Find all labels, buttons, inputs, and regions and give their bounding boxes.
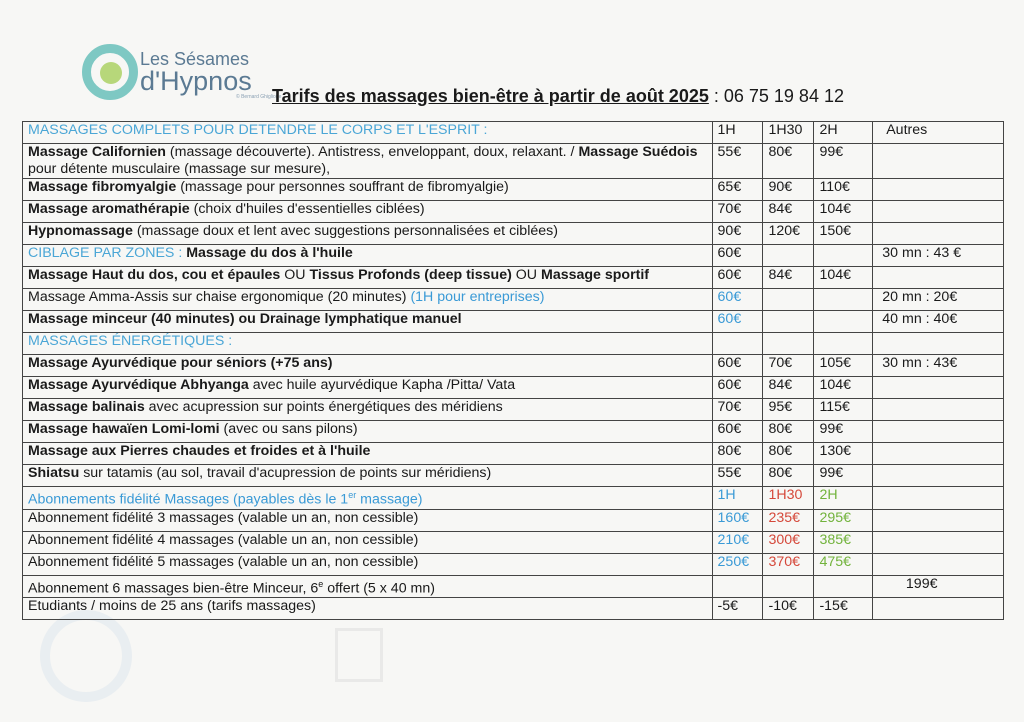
table-row [23, 223, 1004, 245]
price-1h30: 84€ [763, 201, 814, 223]
price-other: 40 mn : 40€ [873, 311, 1004, 333]
price-2h [814, 245, 873, 267]
table-row [23, 144, 1004, 179]
price-1h: 60€ [712, 289, 763, 311]
price-other [873, 223, 1004, 245]
price-1h30: 80€ [763, 465, 814, 487]
price-2h: 115€ [814, 399, 873, 421]
row-desc: Etudiants / moins de 25 ans (tarifs massages) [23, 598, 713, 620]
col-header-1h: 1H [712, 487, 763, 510]
price-other: 30 mn : 43€ [873, 355, 1004, 377]
price-1h: 60€ [712, 267, 763, 289]
price-1h30: 370€ [763, 553, 814, 575]
price-1h: 65€ [712, 179, 763, 201]
col-header-2h: 2H [814, 122, 873, 144]
logo-dot-icon [100, 62, 122, 84]
row-desc: CIBLAGE PAR ZONES : Massage du dos à l'huile [23, 245, 713, 267]
price-table [22, 121, 1004, 620]
page-title [272, 86, 844, 107]
brand-name [140, 50, 281, 100]
ghost-icon [335, 628, 383, 682]
table-row [23, 531, 1004, 553]
price-1h30: 235€ [763, 509, 814, 531]
brand-tagline: © Bernard Ghiglione [236, 94, 282, 100]
price-other [873, 144, 1004, 179]
price-other [873, 399, 1004, 421]
row-desc: Abonnement 6 massages bien-être Minceur, 6e offert (5 x 40 mn) [23, 575, 713, 598]
table-row [23, 311, 1004, 333]
price-1h: 250€ [712, 553, 763, 575]
price-2h: 104€ [814, 201, 873, 223]
table-row [23, 179, 1004, 201]
price-other [873, 553, 1004, 575]
price-1h30: 95€ [763, 399, 814, 421]
price-other: 199€ [873, 575, 1004, 598]
col-header-2h: 2H [814, 487, 873, 510]
price-1h: 60€ [712, 421, 763, 443]
ghost-logo-mark [40, 610, 132, 702]
row-desc: Abonnement fidélité 5 massages (valable un an, non cessible) [23, 553, 713, 575]
price-other [873, 421, 1004, 443]
table-row [23, 598, 1004, 620]
price-other [873, 201, 1004, 223]
row-desc: Massage aux Pierres chaudes et froides et à l'huile [23, 443, 713, 465]
price-2h [814, 575, 873, 598]
table-row [23, 355, 1004, 377]
col-header-autres: Autres [873, 122, 1004, 144]
col-header-1h30: 1H30 [763, 487, 814, 510]
price-1h: 210€ [712, 531, 763, 553]
table-row [23, 421, 1004, 443]
section-header-energetiques: MASSAGES ÉNERGÉTIQUES : [23, 333, 713, 355]
phone-number: : 06 75 19 84 12 [708, 86, 844, 106]
price-other [873, 267, 1004, 289]
row-desc: Massage Ayurvédique pour séniors (+75 ans) [23, 355, 713, 377]
col-header-1h30: 1H30 [763, 122, 814, 144]
price-2h: -15€ [814, 598, 873, 620]
table-row [23, 201, 1004, 223]
price-1h30: 70€ [763, 355, 814, 377]
price-2h: 110€ [814, 179, 873, 201]
price-1h: -5€ [712, 598, 763, 620]
price-1h30: 84€ [763, 377, 814, 399]
price-1h: 90€ [712, 223, 763, 245]
price-other [873, 487, 1004, 510]
price-2h: 99€ [814, 144, 873, 179]
row-desc: Massage minceur (40 minutes) ou Drainage lymphatique manuel [23, 311, 713, 333]
price-2h: 99€ [814, 465, 873, 487]
row-desc: Abonnement fidélité 3 massages (valable un an, non cessible) [23, 509, 713, 531]
section-header-abonnements: Abonnements fidélité Massages (payables dès le 1er massage) [23, 487, 713, 510]
table-row [23, 267, 1004, 289]
price-2h: 295€ [814, 509, 873, 531]
table-row [23, 245, 1004, 267]
price-other [873, 465, 1004, 487]
price-2h: 385€ [814, 531, 873, 553]
price-1h30: 80€ [763, 443, 814, 465]
row-desc: Massage Haut du dos, cou et épaules OU Tissus Profonds (deep tissue) OU Massage sportif [23, 267, 713, 289]
row-desc: Massage Ayurvédique Abhyanga avec huile ayurvédique Kapha /Pitta/ Vata [23, 377, 713, 399]
price-1h30: -10€ [763, 598, 814, 620]
price-other: 30 mn : 43 € [873, 245, 1004, 267]
section-header-zones: CIBLAGE PAR ZONES : [28, 245, 183, 261]
price-1h30: 84€ [763, 267, 814, 289]
price-2h: 105€ [814, 355, 873, 377]
table-row [23, 399, 1004, 421]
price-other [873, 443, 1004, 465]
price-other: 20 mn : 20€ [873, 289, 1004, 311]
price-2h: 475€ [814, 553, 873, 575]
price-1h: 55€ [712, 144, 763, 179]
row-desc: Massage Californien (massage découverte). Antistress, enveloppant, doux, relaxant. / Massage Suédois pour détente musculaire (massage sur mesure), [23, 144, 713, 179]
brand-line2: d'Hypnos [140, 66, 252, 96]
price-other [873, 531, 1004, 553]
price-1h: 80€ [712, 443, 763, 465]
table-row [23, 465, 1004, 487]
price-2h [814, 289, 873, 311]
price-1h30: 300€ [763, 531, 814, 553]
price-1h: 60€ [712, 377, 763, 399]
price-1h [712, 575, 763, 598]
price-1h: 60€ [712, 311, 763, 333]
section-header-complets: MASSAGES COMPLETS POUR DETENDRE LE CORPS ET L'ESPRIT : [23, 122, 713, 144]
price-other [873, 377, 1004, 399]
price-2h: 150€ [814, 223, 873, 245]
price-1h: 70€ [712, 201, 763, 223]
row-desc: Massage aromathérapie (choix d'huiles d'essentielles ciblées) [23, 201, 713, 223]
table-row [23, 289, 1004, 311]
price-1h: 60€ [712, 245, 763, 267]
table-row [23, 487, 1004, 510]
price-1h30 [763, 575, 814, 598]
table-row [23, 377, 1004, 399]
price-2h: 99€ [814, 421, 873, 443]
price-1h: 70€ [712, 399, 763, 421]
table-row [23, 575, 1004, 598]
price-other [873, 179, 1004, 201]
price-other [873, 598, 1004, 620]
brand-line1: Les Sésames [140, 49, 250, 69]
price-2h [814, 311, 873, 333]
table-row [23, 443, 1004, 465]
row-desc: Massage balinais avec acupression sur points énergétiques des méridiens [23, 399, 713, 421]
price-1h30: 80€ [763, 144, 814, 179]
price-2h: 130€ [814, 443, 873, 465]
price-2h: 104€ [814, 377, 873, 399]
row-desc: Massage Amma-Assis sur chaise ergonomique (20 minutes) (1H pour entreprises) [23, 289, 713, 311]
title-text: Tarifs des massages bien-être à partir de août 2025 [272, 86, 709, 106]
price-1h: 160€ [712, 509, 763, 531]
row-desc: Massage hawaïen Lomi-lomi (avec ou sans pilons) [23, 421, 713, 443]
price-1h30 [763, 311, 814, 333]
price-1h30: 120€ [763, 223, 814, 245]
row-desc: Abonnement fidélité 4 massages (valable un an, non cessible) [23, 531, 713, 553]
price-2h: 104€ [814, 267, 873, 289]
row-desc: Massage fibromyalgie (massage pour personnes souffrant de fibromyalgie) [23, 179, 713, 201]
price-1h: 60€ [712, 355, 763, 377]
row-desc: Shiatsu sur tatamis (au sol, travail d'acupression de points sur méridiens) [23, 465, 713, 487]
price-1h30 [763, 289, 814, 311]
price-1h30 [763, 245, 814, 267]
price-1h30: 80€ [763, 421, 814, 443]
table-row [23, 509, 1004, 531]
table-row [23, 553, 1004, 575]
row-desc: Hypnomassage (massage doux et lent avec suggestions personnalisées et ciblées) [23, 223, 713, 245]
col-header-1h: 1H [712, 122, 763, 144]
price-1h30: 90€ [763, 179, 814, 201]
table-row [23, 122, 1004, 144]
price-other [873, 509, 1004, 531]
price-1h: 55€ [712, 465, 763, 487]
table-row [23, 333, 1004, 355]
